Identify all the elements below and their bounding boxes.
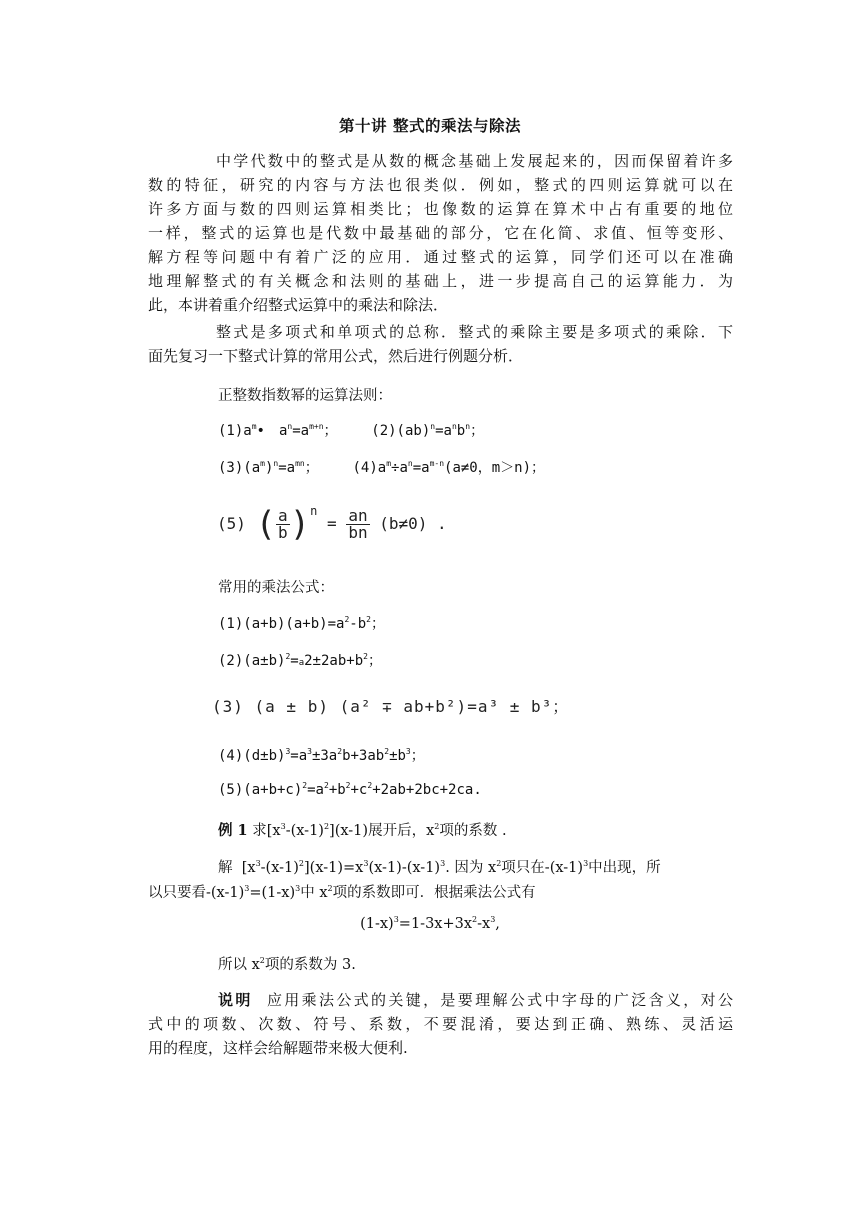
rule-2: $(2)(ab)^n=a^nb^n$； [371, 422, 485, 439]
fraction-an-over-bn: $\frac{an}{bn}$ [348, 506, 368, 542]
rule-4: $(4)a^m\div a^n=a^{m-n}(a\ne 0$，m＞n)； [352, 459, 546, 476]
formula-3-image: (3) (a ± b) (a² ∓ ab+b²)=a³ ± b³； [212, 697, 570, 716]
centered-expansion: $(1-x)^3=1-3x+3x^2-x^3$, [360, 915, 500, 932]
intro-line: 解方程等问题中有着广泛的应用．通过整式的运算，同学们还可以在准确 [148, 248, 733, 266]
page-title: 第十讲 整式的乘法与除法 [339, 116, 521, 135]
note-line: 式中的项数、次数、符号、系数，不要混淆，要达到正确、熟练、灵活运 [148, 1015, 733, 1033]
intro-line: 许多方面与数的四则运算相类比；也像数的运算在算术中占有重要的地位 [148, 200, 733, 218]
solution-label: 解 [218, 860, 233, 876]
note-line-1: 说明 应用乘法公式的关键，是要理解公式中字母的广泛含义，对公 [218, 991, 733, 1009]
formula-1: $(1)(a+b)(a+b)=a^2-b^2$； [218, 615, 385, 632]
power-rules-line-2 [218, 457, 545, 477]
rule-1: $(1)a^m$ [218, 422, 257, 439]
intro-line: 数的特征，研究的内容与方法也很类似．例如，整式的四则运算就可以在 [148, 176, 733, 194]
power-rules-line-1: $(1)a^m•$ $a^n=a^{m+n}$； $(2)(ab)^n=a^nb^n$； [218, 422, 485, 439]
note-paragraph [148, 988, 733, 1060]
note-label: 说明 [218, 991, 253, 1009]
intro-paragraph [148, 149, 733, 317]
example-label: 例 1 [218, 822, 248, 839]
rule-3: $(3)(a^m)^n=a^{mn}$； [218, 459, 319, 476]
multiplication-formulas-heading: 常用的乘法公式： [218, 580, 334, 596]
fraction-a-over-b: $\frac{a}{b}$ [278, 506, 288, 542]
formula-4: $(4)(d\pm b)^3=a^3\pm 3a^2b+3ab^2\pm b^3$； [218, 747, 425, 764]
formula-2: $(2)(a\pm b)^2=a2\pm 2ab+b^2$； [218, 652, 382, 669]
example-1: 例 1 求$[x^3-(x-1)^2](x-1)$展开后，$x^2$项的系数 . [218, 822, 507, 839]
formula-5: $(5)(a+b+c)^2=a^2+b^2+c^2+2ab+2bc+2ca$. [218, 781, 482, 798]
intro-line: 此，本讲着重介绍整式运算中的乘法和除法． [148, 296, 449, 314]
rule-5-formula-image: (5) ( $\frac{a}{b}$ )$^n$ = $\frac{an}{bn}$ (b≠0) . [217, 504, 447, 545]
power-rules-heading: 正整数指数幂的运算法则： [218, 388, 392, 404]
review-line: 面先复习一下整式计算的常用公式，然后进行例题分析． [148, 347, 524, 365]
conclusion-line: 所以 $x^2$项的系数为 3. [218, 956, 356, 973]
intro-line: 地理解整式的有关概念和法则的基础上，进一步提高自己的运算能力．为 [148, 272, 733, 290]
review-paragraph [148, 320, 733, 368]
review-line: 整式是多项式和单项式的总称．整式的乘除主要是多项式的乘除．下 [216, 323, 733, 341]
intro-line: 一样，整式的运算也是代数中最基础的部分，它在化简、求值、恒等变形、 [148, 224, 733, 242]
intro-line: 中学代数中的整式是从数的概念基础上发展起来的，因而保留着许多 [216, 152, 733, 170]
note-line: 用的程度，这样会给解题带来极大便利. [148, 1039, 408, 1057]
solution-line-1: 解 $[x^3-(x-1)^2](x-1)=x^3(x-1)-(x-1)^3$. 因为 $x^2$项只在$-(x-1)^3$中出现，所 [218, 859, 661, 876]
solution-line-2: 以只要看$-(x-1)^3=(1-x)^3$中 $x^2$项的系数即可．根据乘法公式有 [148, 884, 536, 901]
